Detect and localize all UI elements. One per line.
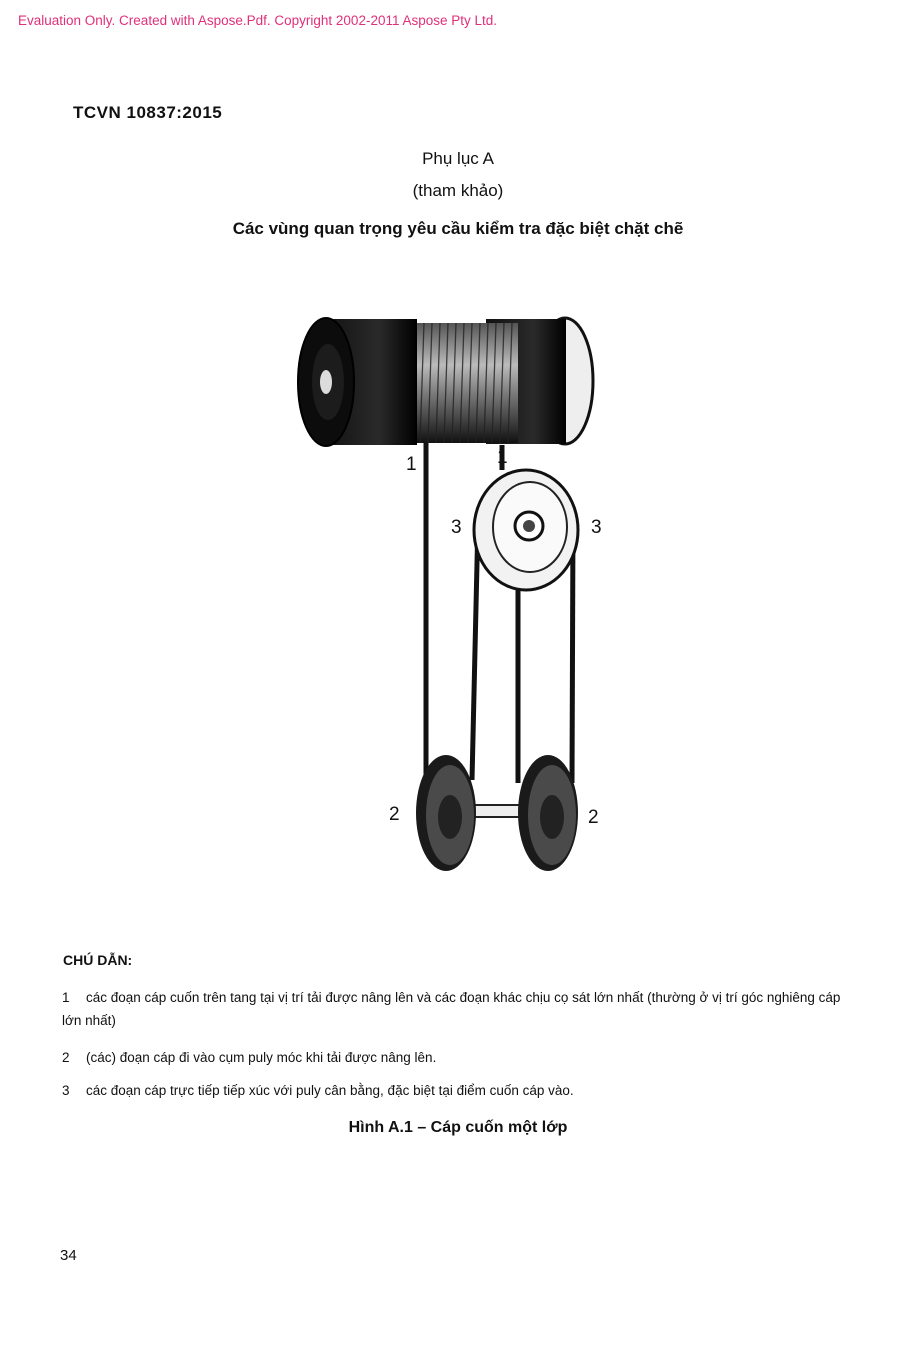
page-number: 34: [60, 1247, 77, 1264]
annex-subtitle: (tham khảo): [412, 181, 504, 200]
label-sheave-right: 3: [591, 517, 602, 538]
legend-item-number: 2: [62, 1050, 70, 1065]
equalizer-sheave: [474, 470, 578, 590]
label-hook-right: 2: [588, 807, 599, 828]
rope-drum: [298, 318, 593, 446]
label-rope-left: 1: [406, 454, 417, 475]
figure-caption: Hình A.1 – Cáp cuốn một lớp: [348, 1119, 568, 1136]
legend-item-text: các đoạn cáp trực tiếp tiếp xúc với puly cân bằng, đặc biệt tại điểm cuốn cáp vào.: [86, 1083, 574, 1098]
legend-item-text: các đoạn cáp cuốn trên tang tại vị trí tải được nâng lên và các đoạn khác chịu cọ sát lớn nhất (thường ở vị trí góc nghiêng cáp lớn nhất): [62, 990, 841, 1028]
legend-title: CHÚ DẪN:: [63, 952, 133, 968]
legend-item-number: 1: [62, 990, 70, 1005]
hook-block: [416, 755, 578, 871]
label-sheave-left: 3: [451, 517, 462, 538]
legend-item: [62, 1046, 842, 1069]
legend-item-number: 3: [62, 1083, 70, 1098]
standard-code: TCVN 10837:2015: [73, 103, 223, 122]
label-hook-left: 2: [389, 804, 400, 825]
legend-item: [62, 986, 842, 1032]
legend-item-text: (các) đoạn cáp đi vào cụm puly móc khi tải được nâng lên.: [86, 1050, 437, 1065]
annex-title: Phụ lục A: [422, 149, 494, 168]
annex-heading: Các vùng quan trọng yêu cầu kiểm tra đặc biệt chặt chẽ: [232, 219, 684, 238]
rope-drum-figure: [290, 305, 610, 885]
label-rope-right: 1: [497, 447, 508, 468]
rope-drum-illustration: [290, 305, 610, 885]
watermark-text: Evaluation Only. Created with Aspose.Pdf. Copyright 2002-2011 Aspose Pty Ltd.: [18, 13, 498, 28]
legend-item: [62, 1079, 842, 1102]
